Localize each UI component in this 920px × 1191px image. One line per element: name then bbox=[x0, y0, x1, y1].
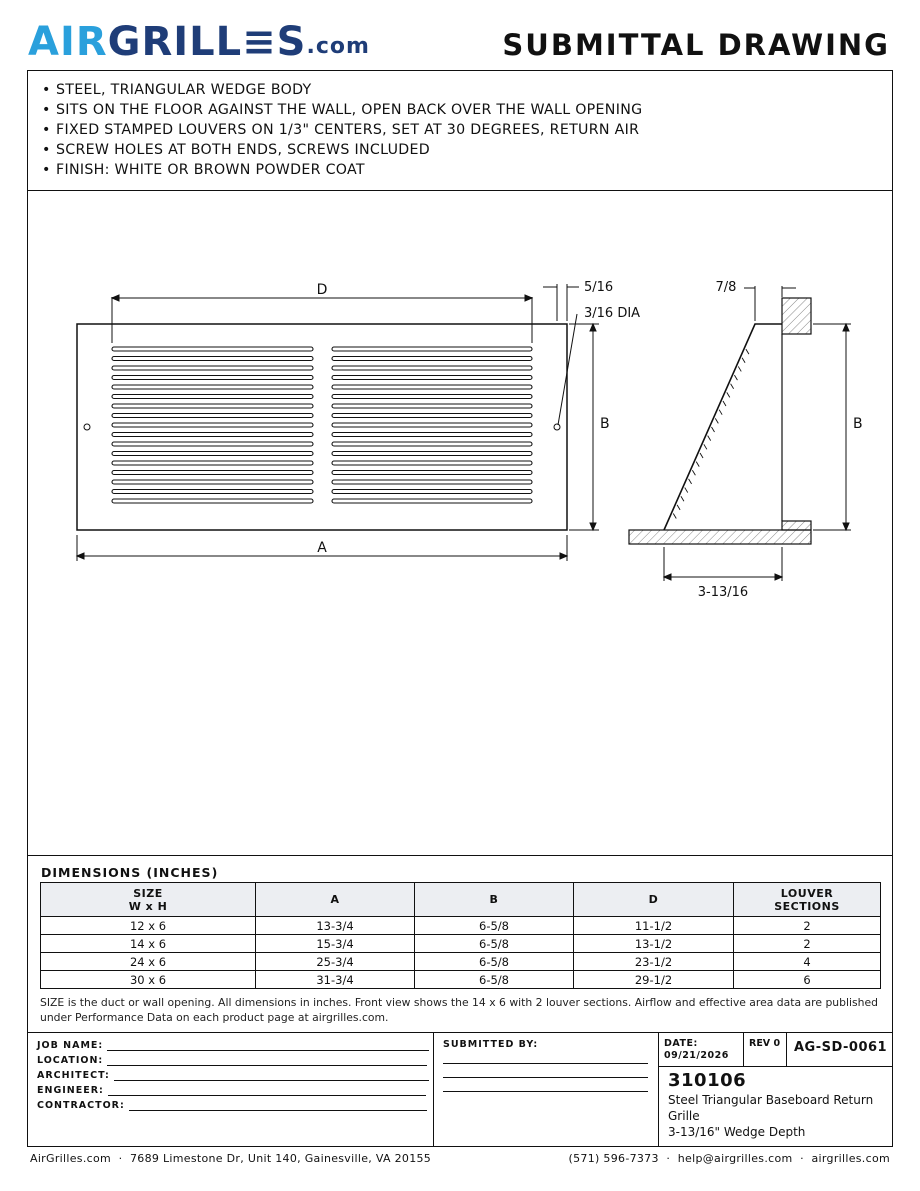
footer-address: AirGrilles.com · 7689 Limestone Dr, Unit 140, Gainesville, VA 20155 bbox=[30, 1152, 432, 1165]
louver-slot bbox=[332, 385, 532, 389]
wall-section-bottom bbox=[782, 521, 811, 530]
submitted-by bbox=[434, 1033, 659, 1146]
fill-line bbox=[129, 1100, 427, 1111]
louver-tick bbox=[673, 514, 676, 519]
table-row bbox=[41, 917, 881, 935]
wedge-profile bbox=[664, 324, 782, 530]
louver-slot bbox=[332, 414, 532, 418]
model-description: Steel Triangular Baseboard Return Grille 3-13/16" Wedge Depth bbox=[668, 1093, 874, 1139]
dimension-depth bbox=[664, 547, 782, 581]
document-title: SUBMITTAL DRAWING bbox=[502, 28, 890, 62]
louver-slot bbox=[112, 347, 313, 351]
date-value: 09/21/2026 bbox=[664, 1050, 729, 1061]
louver-tick bbox=[692, 470, 695, 475]
doc-number: AG-SD-0061 bbox=[794, 1040, 888, 1055]
cell: 25-3/4 bbox=[256, 953, 415, 971]
louver-slot bbox=[112, 461, 313, 465]
louver-slot bbox=[332, 490, 532, 494]
label-screw-offset: 5/16 bbox=[584, 280, 614, 295]
louver-tick bbox=[689, 479, 692, 484]
cell: 11-1/2 bbox=[574, 917, 734, 935]
louver-tick bbox=[723, 401, 726, 406]
louver-slot bbox=[112, 366, 313, 370]
note-item: • STEEL, TRIANGULAR WEDGE BODY bbox=[56, 80, 892, 100]
note-item: • FIXED STAMPED LOUVERS ON 1/3" CENTERS, SET AT 30 DEGREES, RETURN AIR bbox=[56, 120, 892, 140]
field-job-name bbox=[37, 1040, 429, 1051]
louver-slot bbox=[332, 471, 532, 475]
fill-line bbox=[107, 1055, 427, 1066]
louver-tick bbox=[708, 436, 711, 441]
logo-grilles: GRILL≡S bbox=[107, 19, 307, 65]
louver-tick bbox=[712, 427, 715, 432]
louver-tick bbox=[719, 410, 722, 415]
drawing-svg bbox=[1, 1, 920, 881]
date-box bbox=[659, 1033, 744, 1067]
dimension-screw-offset bbox=[543, 284, 579, 321]
louver-tick bbox=[731, 384, 734, 389]
note-item: • FINISH: WHITE OR BROWN POWDER COAT bbox=[56, 160, 892, 180]
dimension-d bbox=[112, 295, 532, 343]
dimension-b-side bbox=[813, 324, 851, 530]
louver-slot bbox=[112, 490, 313, 494]
cell: 2 bbox=[734, 935, 881, 953]
col-louver bbox=[734, 883, 881, 917]
job-info bbox=[28, 1033, 434, 1146]
louver-slot bbox=[332, 433, 532, 437]
louver-slot bbox=[112, 357, 313, 361]
louver-slot bbox=[112, 385, 313, 389]
model-number: 310106 bbox=[668, 1070, 747, 1091]
cell: 30 x 6 bbox=[41, 971, 256, 989]
louver-tick bbox=[681, 496, 684, 501]
document-info bbox=[659, 1033, 892, 1146]
louver-slot bbox=[112, 433, 313, 437]
louver-tick bbox=[704, 444, 707, 449]
note-item: • SCREW HOLES AT BOTH ENDS, SCREWS INCLUDED bbox=[56, 140, 892, 160]
col-size bbox=[41, 883, 256, 917]
date-label: DATE: bbox=[664, 1038, 698, 1049]
louver-tick bbox=[738, 366, 741, 371]
louver-slot bbox=[332, 499, 532, 503]
floor-section bbox=[629, 530, 811, 544]
revision: REV 0 bbox=[749, 1038, 781, 1049]
louver-slot bbox=[112, 423, 313, 427]
louver-tick bbox=[742, 358, 745, 363]
signature-line bbox=[443, 1063, 648, 1064]
cell: 6-5/8 bbox=[415, 917, 574, 935]
louver-slot bbox=[332, 442, 532, 446]
dimensions-title: DIMENSIONS (INCHES) bbox=[41, 865, 219, 880]
logo-com: .com bbox=[306, 34, 370, 59]
field-contractor bbox=[37, 1100, 427, 1111]
louver-slot bbox=[332, 395, 532, 399]
louver-tick bbox=[746, 349, 749, 354]
cell: 29-1/2 bbox=[574, 971, 734, 989]
label-b-front: B bbox=[600, 416, 610, 432]
field-label: LOCATION: bbox=[37, 1055, 104, 1066]
louver-slot bbox=[112, 376, 313, 380]
louver-slot bbox=[332, 376, 532, 380]
louver-slot bbox=[332, 452, 532, 456]
louver-slot bbox=[112, 499, 313, 503]
cell: 13-1/2 bbox=[574, 935, 734, 953]
field-label: ENGINEER: bbox=[37, 1085, 104, 1096]
revision-box bbox=[744, 1033, 787, 1067]
cell: 13-3/4 bbox=[256, 917, 415, 935]
signature-line bbox=[443, 1091, 648, 1092]
field-label: ARCHITECT: bbox=[37, 1070, 110, 1081]
dimensions-table bbox=[40, 882, 881, 989]
field-label: CONTRACTOR: bbox=[37, 1100, 125, 1111]
screw-hole-right bbox=[554, 424, 560, 430]
louver-slot bbox=[332, 357, 532, 361]
louver-slot bbox=[332, 423, 532, 427]
louver-rows bbox=[112, 347, 532, 503]
col-size-label: SIZE W x H bbox=[128, 886, 168, 913]
col-a: A bbox=[256, 883, 415, 917]
drawing-frame bbox=[27, 70, 893, 1147]
louver-tick bbox=[696, 462, 699, 467]
louver-slot bbox=[112, 471, 313, 475]
field-location bbox=[37, 1055, 427, 1066]
label-b-side: B bbox=[853, 416, 863, 432]
louver-tick bbox=[700, 453, 703, 458]
field-label: JOB NAME: bbox=[37, 1040, 104, 1051]
fill-line bbox=[114, 1070, 429, 1081]
louver-slot bbox=[332, 404, 532, 408]
dimension-b-front bbox=[569, 324, 599, 530]
signature-line bbox=[443, 1077, 648, 1078]
cell: 31-3/4 bbox=[256, 971, 415, 989]
submitted-by-label: SUBMITTED BY: bbox=[443, 1039, 539, 1050]
louver-slot bbox=[332, 461, 532, 465]
label-flange: 7/8 bbox=[715, 280, 737, 295]
louver-slot bbox=[112, 442, 313, 446]
cell: 6-5/8 bbox=[415, 971, 574, 989]
table-row bbox=[41, 935, 881, 953]
doc-number-box bbox=[787, 1033, 892, 1067]
note-item: • SITS ON THE FLOOR AGAINST THE WALL, OPEN BACK OVER THE WALL OPENING bbox=[56, 100, 892, 120]
louver-slot bbox=[332, 480, 532, 484]
logo-air: AIR bbox=[28, 19, 108, 65]
louver-tick bbox=[727, 392, 730, 397]
col-d: D bbox=[574, 883, 734, 917]
louver-slot bbox=[112, 480, 313, 484]
louver-slot bbox=[112, 404, 313, 408]
label-a: A bbox=[317, 540, 327, 556]
louver-slot bbox=[332, 366, 532, 370]
label-hole-dia: 3/16 DIA bbox=[584, 306, 641, 321]
table-row bbox=[41, 971, 881, 989]
field-engineer bbox=[37, 1085, 426, 1096]
cell: 15-3/4 bbox=[256, 935, 415, 953]
cell: 6-5/8 bbox=[415, 953, 574, 971]
louver-slot bbox=[112, 395, 313, 399]
field-architect bbox=[37, 1070, 429, 1081]
footer-contact: (571) 596-7373 · help@airgrilles.com · airgrilles.com bbox=[568, 1152, 890, 1165]
cell: 2 bbox=[734, 917, 881, 935]
cell: 24 x 6 bbox=[41, 953, 256, 971]
fill-line bbox=[107, 1040, 429, 1051]
col-b: B bbox=[415, 883, 574, 917]
side-view bbox=[629, 298, 811, 544]
wall-section-top bbox=[782, 298, 811, 334]
col-louver-label: LOUVER SECTIONS bbox=[774, 886, 840, 913]
technical-drawing bbox=[28, 191, 892, 856]
louver-slot bbox=[112, 452, 313, 456]
table-row bbox=[41, 953, 881, 971]
dimensions-note: SIZE is the duct or wall opening. All dimensions in inches. Front view shows the 14 x 6 with 2 louver sections. Airflow and effective area data are published under Performance Data on each product page at airgrilles.com. bbox=[40, 996, 878, 1024]
cell: 12 x 6 bbox=[41, 917, 256, 935]
dimensions-section bbox=[28, 856, 892, 1033]
cell: 6 bbox=[734, 971, 881, 989]
louver-tick bbox=[734, 375, 737, 380]
cell: 14 x 6 bbox=[41, 935, 256, 953]
louver-slot bbox=[112, 414, 313, 418]
louver-tick bbox=[715, 418, 718, 423]
louver-slot bbox=[332, 347, 532, 351]
title-block bbox=[28, 1033, 892, 1146]
louver-tick bbox=[677, 505, 680, 510]
fill-line bbox=[108, 1085, 426, 1096]
cell: 4 bbox=[734, 953, 881, 971]
label-depth: 3-13/16 bbox=[697, 585, 749, 600]
screw-hole-left bbox=[84, 424, 90, 430]
cell: 23-1/2 bbox=[574, 953, 734, 971]
louver-tick bbox=[685, 488, 688, 493]
label-d: D bbox=[316, 282, 328, 298]
cell: 6-5/8 bbox=[415, 935, 574, 953]
